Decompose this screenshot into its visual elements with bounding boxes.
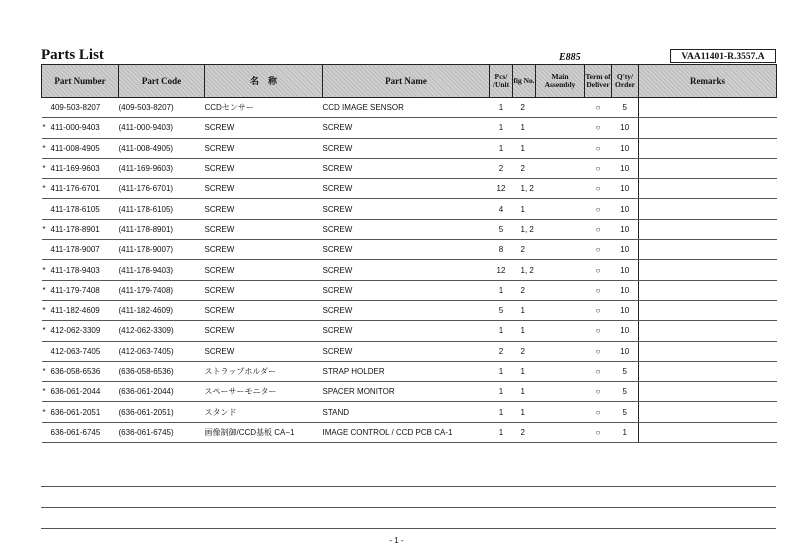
main-assembly-cell — [536, 402, 585, 422]
table-row — [42, 422, 777, 442]
term-of-deliver-cell: ○ — [585, 199, 612, 219]
part-name-cell: SCREW — [323, 240, 490, 260]
qty-order-cell: 10 — [612, 280, 639, 300]
part-name-cell: SPACER MONITOR — [323, 382, 490, 402]
name-jp-cell: SCREW — [205, 179, 323, 199]
table-header-row — [42, 65, 777, 98]
main-assembly-cell — [536, 280, 585, 300]
pcs-unit-cell: 1 — [490, 280, 513, 300]
part-number: 411-178-9403 — [50, 265, 100, 275]
qty-order-cell: 10 — [612, 179, 639, 199]
term-of-deliver-cell: ○ — [585, 118, 612, 138]
term-of-deliver-cell: ○ — [585, 240, 612, 260]
name-jp-cell: CCDセンサー — [205, 98, 323, 118]
fig-no-cell: 1, 2 — [513, 179, 536, 199]
document-id: VAA11401-R.3557.A — [670, 49, 776, 63]
part-number: 412-063-7405 — [50, 346, 101, 356]
part-number: 636-061-6745 — [50, 427, 101, 437]
part-code-cell: (411-000-9403) — [119, 118, 205, 138]
col-qty-order: Q'ty/ Order — [612, 65, 639, 98]
fig-no-cell: 1 — [513, 321, 536, 341]
pcs-unit-cell: 1 — [490, 118, 513, 138]
name-jp-cell: SCREW — [205, 118, 323, 138]
main-assembly-cell — [536, 321, 585, 341]
change-mark: * — [42, 265, 46, 275]
part-number: 636-061-2051 — [50, 407, 101, 417]
name-jp-cell: SCREW — [205, 321, 323, 341]
term-of-deliver-cell: ○ — [585, 138, 612, 158]
part-number-cell — [42, 199, 119, 219]
main-assembly-cell — [536, 240, 585, 260]
term-of-deliver-cell: ○ — [585, 402, 612, 422]
term-of-deliver-cell: ○ — [585, 179, 612, 199]
part-name-cell: SCREW — [323, 138, 490, 158]
part-number-cell — [42, 382, 119, 402]
pcs-unit-cell: 2 — [490, 158, 513, 178]
main-assembly-cell — [536, 341, 585, 361]
part-name-cell: CCD IMAGE SENSOR — [323, 98, 490, 118]
parts-table — [41, 64, 777, 443]
part-name-cell: SCREW — [323, 300, 490, 320]
main-assembly-cell — [536, 361, 585, 381]
remarks-cell — [639, 219, 777, 239]
remarks-cell — [639, 341, 777, 361]
name-jp-cell: SCREW — [205, 158, 323, 178]
qty-order-cell: 10 — [612, 260, 639, 280]
main-assembly-cell — [536, 199, 585, 219]
main-assembly-cell — [536, 219, 585, 239]
remarks-cell — [639, 118, 777, 138]
part-number-cell — [42, 240, 119, 260]
fig-no-cell: 2 — [513, 158, 536, 178]
part-number: 411-169-9603 — [50, 164, 100, 174]
change-mark: * — [42, 326, 46, 336]
part-name-cell: SCREW — [323, 158, 490, 178]
part-number: 411-179-7408 — [50, 285, 100, 295]
table-row — [42, 382, 777, 402]
main-assembly-cell — [536, 118, 585, 138]
term-of-deliver-cell: ○ — [585, 382, 612, 402]
part-name-cell: SCREW — [323, 260, 490, 280]
part-name-cell: SCREW — [323, 321, 490, 341]
part-number: 411-178-8901 — [50, 224, 100, 234]
remarks-cell — [639, 138, 777, 158]
remarks-cell — [639, 361, 777, 381]
part-code-cell: (411-182-4609) — [119, 300, 205, 320]
main-assembly-cell — [536, 260, 585, 280]
fig-no-cell: 1 — [513, 199, 536, 219]
term-of-deliver-cell: ○ — [585, 260, 612, 280]
remarks-cell — [639, 260, 777, 280]
term-of-deliver-cell: ○ — [585, 422, 612, 442]
fig-no-cell: 1 — [513, 118, 536, 138]
qty-order-cell: 1 — [612, 422, 639, 442]
remarks-cell — [639, 382, 777, 402]
remarks-cell — [639, 402, 777, 422]
fig-no-cell: 1 — [513, 361, 536, 381]
blank-row-line — [41, 528, 776, 529]
part-number-cell — [42, 280, 119, 300]
part-code-cell: (411-178-9403) — [119, 260, 205, 280]
table-row — [42, 98, 777, 118]
part-number-cell — [42, 260, 119, 280]
qty-order-cell: 10 — [612, 321, 639, 341]
fig-no-cell: 1, 2 — [513, 219, 536, 239]
page-title: Parts List — [41, 47, 104, 63]
term-of-deliver-cell: ○ — [585, 219, 612, 239]
part-number: 409-503-8207 — [50, 103, 101, 113]
col-part-number: Part Number — [42, 65, 119, 98]
qty-order-cell: 10 — [612, 138, 639, 158]
change-mark: * — [42, 143, 46, 153]
main-assembly-cell — [536, 138, 585, 158]
pcs-unit-cell: 1 — [490, 422, 513, 442]
model-number: E885 — [559, 52, 581, 63]
part-number: 411-008-4905 — [50, 143, 100, 153]
part-name-cell: SCREW — [323, 219, 490, 239]
name-jp-cell: SCREW — [205, 260, 323, 280]
pcs-unit-cell: 12 — [490, 179, 513, 199]
change-mark: * — [42, 224, 46, 234]
qty-order-cell: 10 — [612, 199, 639, 219]
part-code-cell: (636-058-6536) — [119, 361, 205, 381]
term-of-deliver-cell: ○ — [585, 361, 612, 381]
part-number-cell — [42, 341, 119, 361]
parts-table-body — [42, 98, 777, 443]
part-code-cell: (412-062-3309) — [119, 321, 205, 341]
part-number-cell — [42, 219, 119, 239]
fig-no-cell: 1 — [513, 138, 536, 158]
part-code-cell: (409-503-8207) — [119, 98, 205, 118]
fig-no-cell: 1 — [513, 300, 536, 320]
table-row — [42, 300, 777, 320]
page-number: - 1 - — [389, 536, 404, 545]
name-jp-cell: SCREW — [205, 341, 323, 361]
name-jp-cell: スタンド — [205, 402, 323, 422]
fig-no-cell: 2 — [513, 240, 536, 260]
name-jp-cell: ストラップホルダー — [205, 361, 323, 381]
pcs-unit-cell: 12 — [490, 260, 513, 280]
main-assembly-cell — [536, 98, 585, 118]
change-mark: * — [42, 387, 46, 397]
qty-order-cell: 10 — [612, 118, 639, 138]
remarks-cell — [639, 199, 777, 219]
remarks-cell — [639, 158, 777, 178]
pcs-unit-cell: 8 — [490, 240, 513, 260]
change-mark: * — [42, 306, 46, 316]
part-number-cell — [42, 321, 119, 341]
part-number: 412-062-3309 — [50, 326, 101, 336]
name-jp-cell: SCREW — [205, 138, 323, 158]
qty-order-cell: 10 — [612, 158, 639, 178]
pcs-unit-cell: 1 — [490, 138, 513, 158]
pcs-unit-cell: 1 — [490, 98, 513, 118]
part-name-cell: SCREW — [323, 199, 490, 219]
fig-no-cell: 2 — [513, 341, 536, 361]
name-jp-cell: SCREW — [205, 300, 323, 320]
part-number: 636-061-2044 — [50, 387, 101, 397]
fig-no-cell: 2 — [513, 280, 536, 300]
part-code-cell: (411-169-9603) — [119, 158, 205, 178]
name-jp-cell: スペーサーモニター — [205, 382, 323, 402]
main-assembly-cell — [536, 300, 585, 320]
col-part-code: Part Code — [119, 65, 205, 98]
part-number-cell — [42, 361, 119, 381]
remarks-cell — [639, 98, 777, 118]
col-pcs-unit: Pcs/ /Unit — [490, 65, 513, 98]
change-mark: * — [42, 367, 46, 376]
qty-order-cell: 10 — [612, 219, 639, 239]
part-name-cell: SCREW — [323, 118, 490, 138]
part-code-cell: (411-178-6105) — [119, 199, 205, 219]
part-number: 411-182-4609 — [50, 306, 100, 316]
term-of-deliver-cell: ○ — [585, 98, 612, 118]
part-number: 411-178-9007 — [50, 245, 100, 255]
col-term-of-deliver: Term of Deliver — [585, 65, 612, 98]
table-row — [42, 361, 777, 381]
part-number: 411-176-6701 — [50, 184, 100, 194]
pcs-unit-cell: 1 — [490, 361, 513, 381]
part-number-cell — [42, 158, 119, 178]
table-row — [42, 280, 777, 300]
name-jp-cell: SCREW — [205, 199, 323, 219]
qty-order-cell: 10 — [612, 300, 639, 320]
main-assembly-cell — [536, 179, 585, 199]
part-code-cell: (411-008-4905) — [119, 138, 205, 158]
col-part-name: Part Name — [323, 65, 490, 98]
term-of-deliver-cell: ○ — [585, 321, 612, 341]
fig-no-cell: 1 — [513, 402, 536, 422]
blank-row-line — [41, 507, 776, 508]
part-code-cell: (411-176-6701) — [119, 179, 205, 199]
table-row — [42, 402, 777, 422]
qty-order-cell: 5 — [612, 402, 639, 422]
pcs-unit-cell: 5 — [490, 219, 513, 239]
change-mark: * — [42, 164, 46, 174]
pcs-unit-cell: 4 — [490, 199, 513, 219]
name-jp-cell: SCREW — [205, 219, 323, 239]
part-number-cell — [42, 422, 119, 442]
remarks-cell — [639, 240, 777, 260]
qty-order-cell: 5 — [612, 382, 639, 402]
change-mark: * — [42, 407, 46, 417]
remarks-cell — [639, 422, 777, 442]
table-row — [42, 138, 777, 158]
part-name-cell: SCREW — [323, 341, 490, 361]
pcs-unit-cell: 1 — [490, 382, 513, 402]
fig-no-cell: 2 — [513, 422, 536, 442]
name-jp-cell: SCREW — [205, 240, 323, 260]
part-code-cell: (411-178-9007) — [119, 240, 205, 260]
pcs-unit-cell: 5 — [490, 300, 513, 320]
table-row — [42, 179, 777, 199]
part-name-cell: STAND — [323, 402, 490, 422]
col-main-assembly: Main Assembly — [536, 65, 585, 98]
table-row — [42, 219, 777, 239]
qty-order-cell: 10 — [612, 341, 639, 361]
table-row — [42, 240, 777, 260]
pcs-unit-cell: 1 — [490, 402, 513, 422]
table-row — [42, 341, 777, 361]
pcs-unit-cell: 2 — [490, 341, 513, 361]
part-code-cell: (636-061-2051) — [119, 402, 205, 422]
remarks-cell — [639, 280, 777, 300]
table-row — [42, 321, 777, 341]
change-mark: * — [42, 123, 46, 133]
remarks-cell — [639, 300, 777, 320]
part-number-cell — [42, 138, 119, 158]
blank-row-line — [41, 486, 776, 487]
fig-no-cell: 2 — [513, 98, 536, 118]
qty-order-cell: 5 — [612, 361, 639, 381]
table-row — [42, 199, 777, 219]
qty-order-cell: 10 — [612, 240, 639, 260]
change-mark: * — [42, 285, 46, 295]
part-code-cell: (412-063-7405) — [119, 341, 205, 361]
main-assembly-cell — [536, 382, 585, 402]
term-of-deliver-cell: ○ — [585, 158, 612, 178]
main-assembly-cell — [536, 158, 585, 178]
table-row — [42, 158, 777, 178]
change-mark: * — [42, 184, 46, 194]
col-name-jp: 名 称 — [205, 65, 323, 98]
part-number: 636-058-6536 — [50, 367, 101, 376]
part-number: 411-178-6105 — [50, 204, 100, 214]
col-remarks: Remarks — [639, 65, 777, 98]
term-of-deliver-cell: ○ — [585, 341, 612, 361]
remarks-cell — [639, 179, 777, 199]
part-name-cell: STRAP HOLDER — [323, 361, 490, 381]
remarks-cell — [639, 321, 777, 341]
part-name-cell: SCREW — [323, 280, 490, 300]
part-code-cell: (636-061-2044) — [119, 382, 205, 402]
part-number-cell — [42, 402, 119, 422]
fig-no-cell: 1 — [513, 382, 536, 402]
table-row — [42, 260, 777, 280]
part-code-cell: (411-179-7408) — [119, 280, 205, 300]
part-number-cell — [42, 300, 119, 320]
name-jp-cell: SCREW — [205, 280, 323, 300]
col-fig-no: fig No. — [513, 65, 536, 98]
pcs-unit-cell: 1 — [490, 321, 513, 341]
fig-no-cell: 1, 2 — [513, 260, 536, 280]
part-name-cell: IMAGE CONTROL / CCD PCB CA-1 — [323, 422, 490, 442]
part-number-cell — [42, 98, 119, 118]
part-code-cell: (636-061-6745) — [119, 422, 205, 442]
term-of-deliver-cell: ○ — [585, 280, 612, 300]
term-of-deliver-cell: ○ — [585, 300, 612, 320]
part-code-cell: (411-178-8901) — [119, 219, 205, 239]
part-name-cell: SCREW — [323, 179, 490, 199]
part-number: 411-000-9403 — [50, 123, 100, 133]
part-number-cell — [42, 179, 119, 199]
main-assembly-cell — [536, 422, 585, 442]
qty-order-cell: 5 — [612, 98, 639, 118]
name-jp-cell: 画像制御/CCD基板 CA−1 — [205, 422, 323, 442]
table-row — [42, 118, 777, 138]
part-number-cell — [42, 118, 119, 138]
